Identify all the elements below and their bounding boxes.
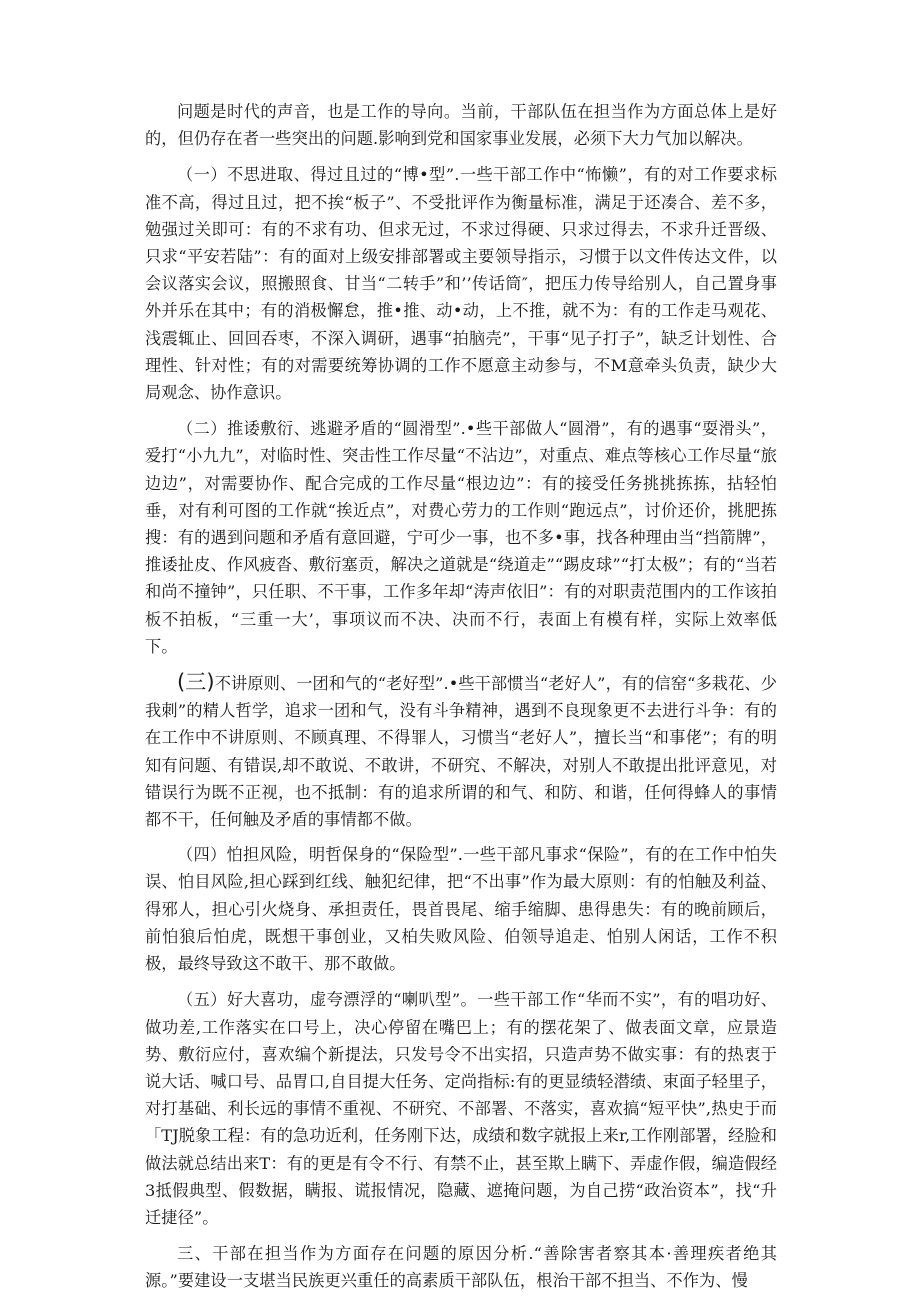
paragraph-item-3	[145, 669, 777, 833]
paragraph-item-2: （二）推诿敷衍、逃避矛盾的“圆滑型”.•些干部做人“圆滑”，有的遇事“耍滑头”，爱打“小九九”，对临时性、突击性工作尽量“不沾边”，对重点、难点等核心工作尽量“旅边边”，对需要协作、配合完成的工作尽量“根边边”：有的接受任务挑挑拣拣，拈轻怕垂，对有利可图的工作就“挨近点”，对费心劳力的工作则“跑远点”，讨价还价，挑肥拣搜：有的遇到问题和矛盾有意回避，宁可少一事，也不多•事，找各种理由当“挡箭牌”，推诿扯皮、作风疲沓、敷衍塞贡，解决之道就是“绕道走”“踢皮球”“打太极”；有的“当若和尚不撞钟”，只任职、不干事，工作多年却“涛声依旧”：有的对职责范围内的工作该拍板不拍板，“三重一大’，事项议而不决、决而不行，表面上有模有样，实际上效率低下。	[145, 419, 777, 656]
paragraph-section-3: 三、干部在担当作为方面存在问题的原因分析.“善除害者察其本·善理疾者绝其源。”要建设一支堪当民族更兴重任的高素质干部队伍，根治干部不担当、不作为、慢	[145, 1244, 777, 1291]
paragraph-item-4: （四）怕担风险，明哲保身的“保险型”.一些干部凡事求“保险”，有的在工作中怕失误、怕目风险,担心踩到红线、触犯纪律，把“不出事”作为最大原则：有的怕触及利益、得邪人，担心引火烧身、承担责任，畏首畏尾、缩手缩脚、患得患失：有的晚前顾后，前怕狼后怕虎，既想干事创业，又柏失败风险、伯领导追走、怕别人闲话，工作不积极，最终导致这不敢干、那不敢做。	[145, 845, 777, 974]
item-3-text: 不讲原则、一团和气的“老好型”.•些干部惯当“老好人”，有的信窑“多栽花、少我刺”的精人哲学，追求一团和气，没有斗争精神，遇到不良现象更不去进行斗争：有的在工作中不讲原则、不顾真理、不得罪人，习惯当“老好人”，擅长当“和事佬”；有的明知有问题、有错误,却不敢说、不敢讲，不研究、不解决，对别人不敢提出批评意见，对错误行为既不正视，也不抵制：有的追求所谓的和气、和防、和谐，任何得蜂人的事情都不干，任何触及矛盾的事情都不做。	[145, 674, 777, 830]
paragraph-item-1: （一）不思进取、得过且过的“博•型”.一些干部工作中“怖懒”，有的对工作要求标准不高，得过且过，把不挨“板子”、不受批评作为衡量标准，满足于还凑合、差不多，勉强过关即可：有的不求有功、但求无过，不求过得硬、只求过得去，不求升迁晋级、只求“平安若陆”：有的面对上级安排部署或主要领导指示，习惯于以文件传达文件，以会议落实会议，照搬照食、甘当“二转手”和’’传话筒″，把压力传导给别人，自己置身事外并乐在其中；有的消极懈怠，推•推、动•动，上不推，就不为：有的工作走马观花、浅震辄止、回回吞枣，不深入调研，遇事“拍脑壳”，干事“见子打子”，缺乏计划性、合理性、针对性；有的对需要统筹协调的工作不愿意主动参与，不M意牵头负责，缺少大局观念、协作意识。	[145, 165, 777, 403]
document-body	[145, 98, 777, 1304]
paragraph-item-5: （五）好大喜功，虚夸漂浮的“喇叭型”。一些干部工作“华而不实”，有的唱功好、做功差,工作落实在口号上，决心停留在嘴巴上；有的摆花架了、做表面文章，应景造势、敷衍应付，喜欢编个新提法，只发号令不出实招，只造声势不做实事：有的热衷于说大话、喊口号、品胃口,自目提大任务、定尚指标:有的更显绩轻潜绩、束面子轻里子，对打基础、利长远的事情不重视、不研究、不部署、不落实，喜欢搞“短平快”,热史于而「TJ脱象工程：有的急功近利，任务刚下达，成绩和数字就报上来r,工作刚部署，经脸和做法就总结出来T：有的更是有令不行、有禁不止，甚至欺上瞒下、弄虚作假，编造假经3抵假典型、假数据，瞒报、谎报情况，隐藏、遮掩问题，为自己捞“政治资本”，找“升迁捷径”。	[145, 990, 777, 1227]
item-3-lead: (三)	[177, 670, 215, 695]
intro-paragraph: 问题是时代的声音，也是工作的导向。当前，干部队伍在担当作为方面总体上是好的，但仍存在者一些突出的问题.影响到党和国家事业发展，必须下大力气加以解决。	[145, 102, 777, 149]
